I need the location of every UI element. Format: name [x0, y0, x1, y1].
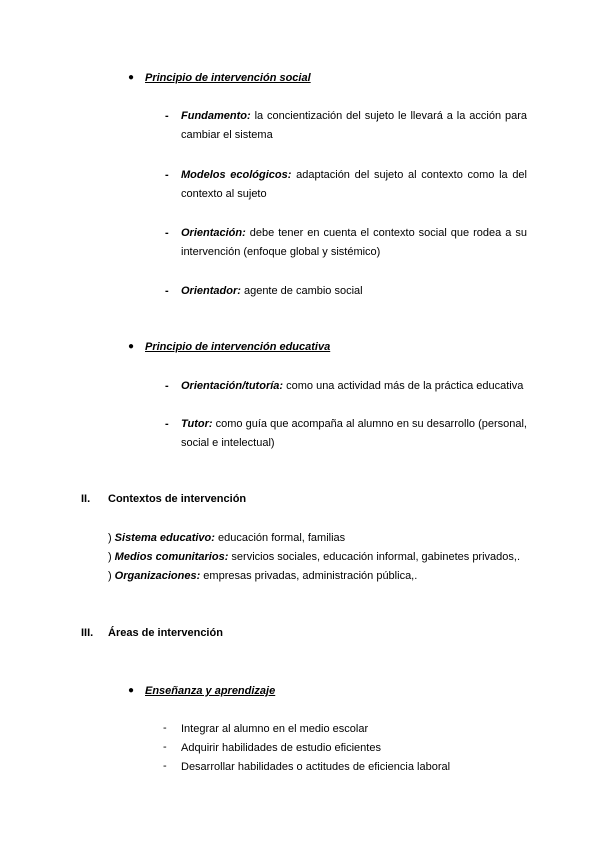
list-marker: )	[108, 532, 112, 544]
section-number: II.	[81, 493, 91, 505]
list-item: Integrar al alumno en el medio escolar	[181, 723, 369, 735]
list-item: Adquirir habilidades de estudio eficientes	[181, 742, 381, 754]
heading-ensenanza-aprendizaje: Enseñanza y aprendizaje	[145, 685, 276, 697]
item-term: Sistema educativo:	[114, 532, 215, 544]
list-marker: )	[108, 551, 112, 563]
list-item: Desarrollar habilidades o actitudes de eficiencia laboral	[181, 761, 451, 773]
heading-principio-educativa: Principio de intervención educativa	[145, 341, 331, 353]
dash-icon: -	[165, 110, 169, 122]
dash-icon: -	[165, 227, 169, 239]
section-title-contextos: Contextos de intervención	[108, 493, 247, 505]
bullet-icon: ●	[128, 341, 135, 352]
item-fundamento	[181, 107, 527, 145]
item-orientacion-tutoria	[181, 377, 527, 396]
item-text: debe tener en cuenta el contexto social que rodea a su intervención (enfoque global y sistémico)	[181, 227, 527, 258]
item-term: Tutor:	[181, 418, 213, 430]
item-term: Modelos ecológicos:	[181, 169, 292, 181]
dash-icon: -	[163, 760, 167, 772]
item-term: Fundamento:	[181, 110, 251, 122]
list-marker: )	[108, 570, 112, 582]
item-modelos-ecologicos	[181, 166, 527, 204]
list-item-medios-comunitarios	[108, 550, 520, 564]
item-text: servicios sociales, educación informal, gabinetes privados,.	[228, 551, 521, 563]
item-text: agente de cambio social	[240, 285, 363, 297]
item-term: Medios comunitarios:	[114, 551, 229, 563]
item-term: Organizaciones:	[114, 570, 201, 582]
item-text: como guía que acompaña al alumno en su desarrollo (personal, social e intelectual)	[181, 418, 527, 449]
item-text: como una actividad más de la práctica educativa	[283, 380, 524, 392]
list-item-sistema-educativo	[108, 531, 345, 545]
item-orientador	[181, 282, 527, 301]
bullet-icon: ●	[128, 685, 135, 696]
dash-icon: -	[165, 418, 169, 430]
item-text: adaptación del sujeto al contexto como la del contexto al sujeto	[181, 169, 527, 200]
item-orientacion	[181, 224, 527, 262]
section-number: III.	[81, 627, 94, 639]
dash-icon: -	[165, 285, 169, 297]
item-term: Orientación/tutoría:	[181, 380, 284, 392]
item-text: la concientización del sujeto le llevará a la acción para cambiar el sistema	[181, 110, 527, 141]
item-text: educación formal, familias	[214, 532, 346, 544]
heading-principio-social: Principio de intervención social	[145, 72, 311, 84]
bullet-icon: ●	[128, 72, 135, 83]
dash-icon: -	[163, 741, 167, 753]
item-term: Orientación:	[181, 227, 246, 239]
item-text: empresas privadas, administración pública,.	[200, 570, 418, 582]
dash-icon: -	[163, 722, 167, 734]
list-item-organizaciones	[108, 569, 417, 583]
item-term: Orientador:	[181, 285, 241, 297]
dash-icon: -	[165, 169, 169, 181]
dash-icon: -	[165, 380, 169, 392]
item-tutor	[181, 415, 527, 453]
section-title-areas: Áreas de intervención	[108, 627, 223, 639]
